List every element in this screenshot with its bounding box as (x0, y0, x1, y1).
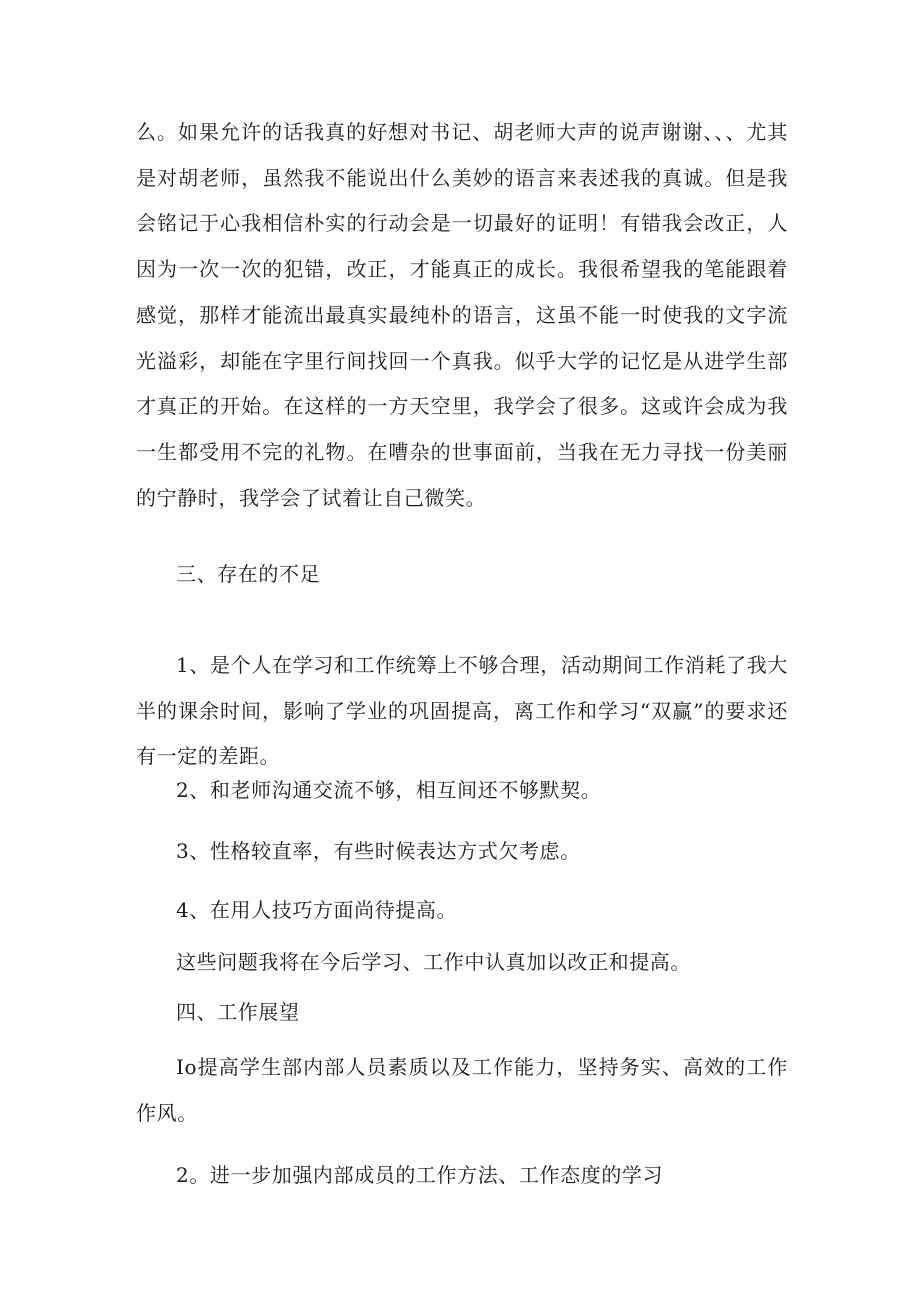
section-3-item-4: 4、在用人技巧方面尚待提高。 (176, 898, 458, 922)
paragraph-continued: 么。如果允许的话我真的好想对书记、胡老师大声的说声谢谢、、、尤其是对胡老师，虽然我不能说出什么美妙的语言来表述我的真诚。但是我会铭记于心我相信朴实的行动会是一切最好的证明！有错我会改正，人因为一次一次的犯错，改正，才能真正的成长。我很希望我的笔能跟着感觉，那样才能流出最真实最纯朴的语言，这虽不能一时使我的文字流光溢彩，却能在字里行间找回一个真我。似乎大学的记忆是从进学生部才真正的开始。在这样的一方天空里，我学会了很多。这或许会成为我一生都受用不完的礼物。在嘈杂的世事面前，当我在无力寻找一份美丽的宁静时，我学会了试着让自己微笑。 (136, 120, 788, 510)
section-4-item-1: Io提高学生部内部人员素质以及工作能力，坚持务实、高效的工作作风。 (136, 1055, 788, 1125)
section-3-heading: 三、存在的不足 (176, 562, 321, 586)
section-3-item-2: 2、和老师沟通交流不够，相互间还不够默契。 (176, 778, 602, 802)
section-3-item-1: 1、是个人在学习和工作统筹上不够合理，活动期间工作消耗了我大半的课余时间，影响了学业的巩固提高，离工作和学习“双赢”的要求还有一定的差距。 (136, 653, 788, 769)
section-4-item-2: 2。进一步加强内部成员的工作方法、工作态度的学习 (176, 1163, 664, 1187)
section-3-item-3: 3、性格较直率，有些时候表达方式欠考虑。 (176, 839, 581, 863)
section-4-heading: 四、工作展望 (176, 1000, 300, 1024)
section-3-conclusion: 这些问题我将在今后学习、工作中认真加以改正和提高。 (176, 950, 691, 974)
